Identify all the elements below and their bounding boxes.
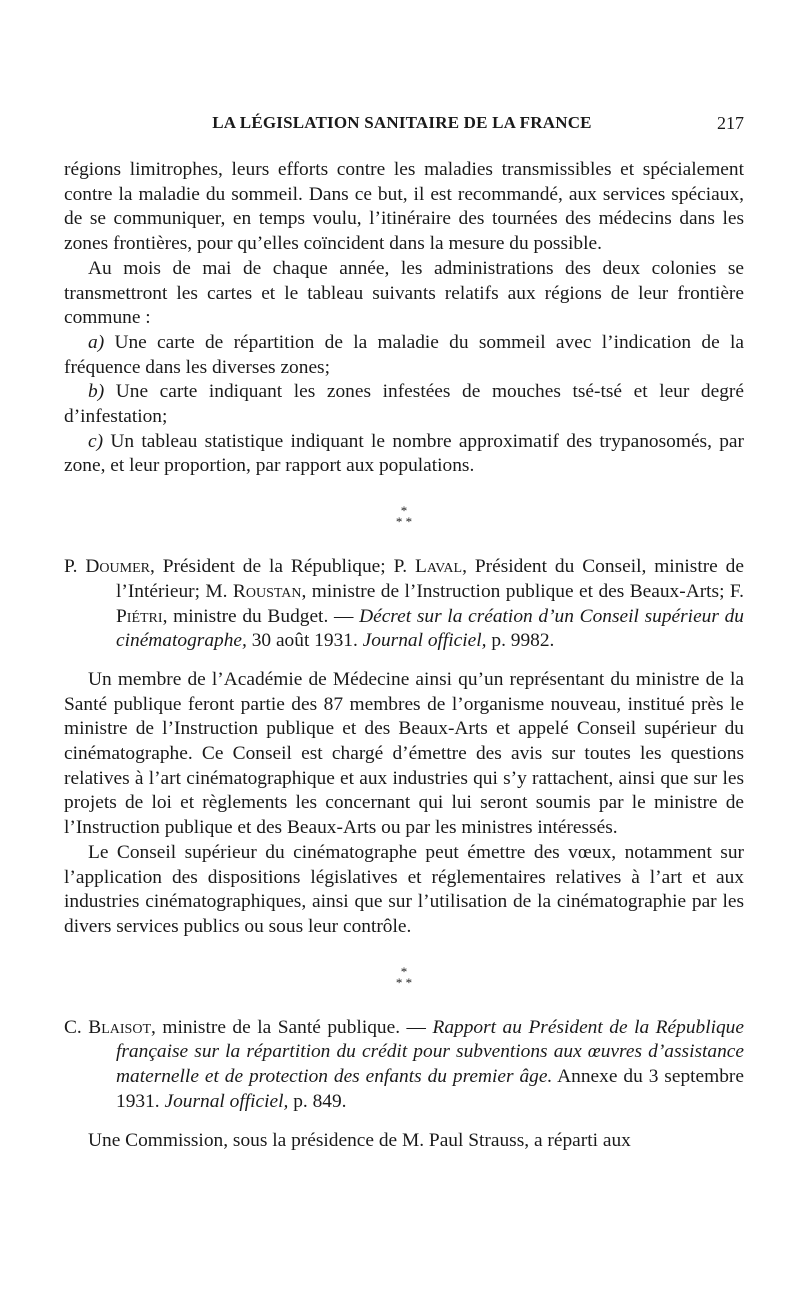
person-name: Doumer — [85, 556, 150, 578]
report-title: Rapport au Président de la République française sur la répartition du crédit pour subventions aux œuvres d’assistance maternelle et de protection des enfants du premier âge. — [116, 1016, 744, 1088]
role-text: , Président du Conseil, ministre de l’Intérieur; M. — [116, 556, 744, 602]
role-text: , Président de la République; P. — [149, 556, 415, 578]
separator-stars-bottom: * * — [395, 514, 413, 530]
role-text: , ministre de la Santé publique. — — [151, 1016, 433, 1038]
person-name: Laval — [414, 556, 463, 578]
list-item-a — [64, 331, 744, 380]
list-item-b — [64, 380, 744, 429]
journal-page: p. 9982. — [486, 630, 555, 652]
header-title: LA LÉGISLATION SANITAIRE DE LA FRANCE — [212, 113, 592, 132]
running-header — [60, 113, 744, 143]
list-marker: c) — [88, 430, 104, 452]
list-marker: b) — [88, 381, 105, 403]
paragraph: Un membre de l’Académie de Médecine ainsi qu’un représentant du ministre de la Santé publique feront partie des 87 membres de l’organisme nouveau, institué près le ministre de l’Instruction publique et des Beaux-Arts et appelé Conseil supérieur du cinématographe. Ce Conseil est chargé d’émettre des avis sur toutes les questions relatives à l’art cinématographique et aux industries qui s’y rattachent, ainsi que sur les projets de loi et règlements les concernant qui lui seront soumis par le ministre de l’Instruction publique et des Beaux-Arts ou par les ministres intéressés. — [64, 668, 744, 839]
journal-name: Journal officiel, — [362, 630, 487, 652]
page-number: 217 — [717, 113, 744, 133]
list-item-text: Une carte indiquant les zones infestées de mouches tsé-tsé et leur degré d’infestation; — [64, 381, 744, 428]
separator-star-top: * — [400, 503, 408, 519]
annex-date: Annexe du 3 septembre 1931. — [116, 1066, 744, 1112]
person-name: Blaisot — [88, 1016, 152, 1038]
paragraph: Une Commission, sous la présidence de M. Paul Strauss, a réparti aux — [88, 1129, 631, 1151]
citation-entry — [64, 1016, 744, 1115]
body-text — [64, 158, 744, 1153]
decree-title: Décret sur la création d’un Conseil supérieur du cinématographe, — [116, 605, 744, 652]
citation-entry — [64, 555, 744, 654]
initial: C. — [64, 1016, 89, 1038]
section-separator — [64, 503, 744, 530]
role-text: , ministre de l’Instruction publique et des Beaux-Arts; F. — [301, 580, 744, 602]
paragraph: Au mois de mai de chaque année, les administrations des deux colonies se transmettront les cartes et le tableau suivants relatifs aux régions de leur frontière commune : — [64, 257, 744, 329]
decree-date: 30 août 1931. — [246, 630, 363, 652]
journal-page: p. 849. — [288, 1090, 347, 1112]
list-marker: a) — [88, 331, 105, 353]
role-text: , ministre du Budget. — — [162, 605, 360, 627]
initial: P. — [64, 556, 86, 578]
separator-star-top: * — [400, 963, 408, 979]
paragraph: Le Conseil supérieur du cinématographe peut émettre des vœux, notamment sur l’application des dispositions législatives et réglementaires relatives à l’art et aux industries cinématographiques, ainsi que sur l’utilisation de la cinématographie par les divers services publics ou sous leur contrôle. — [64, 841, 744, 937]
separator-stars-bottom: * * — [395, 974, 413, 990]
person-name: Piétri — [116, 605, 163, 627]
list-item-c — [64, 430, 744, 479]
person-name: Roustan — [232, 580, 302, 602]
section-separator — [64, 963, 744, 990]
list-item-text: Un tableau statistique indiquant le nombre approximatif des trypanosomés, par zone, et leur proportion, par rapport aux populations. — [64, 430, 744, 477]
list-item-text: Une carte de répartition de la maladie du sommeil avec l’indication de la fréquence dans les diverses zones; — [64, 331, 744, 378]
paragraph: régions limitrophes, leurs efforts contre les maladies transmissibles et spécialement contre la maladie du sommeil. Dans ce but, il est recommandé, aux services spéciaux, de se communiquer, en temps voulu, l’itinéraire des tournées des médecins dans les zones frontières, pour qu’elles coïncident dans la mesure du possible. — [64, 159, 744, 255]
journal-name: Journal officiel, — [164, 1090, 289, 1112]
